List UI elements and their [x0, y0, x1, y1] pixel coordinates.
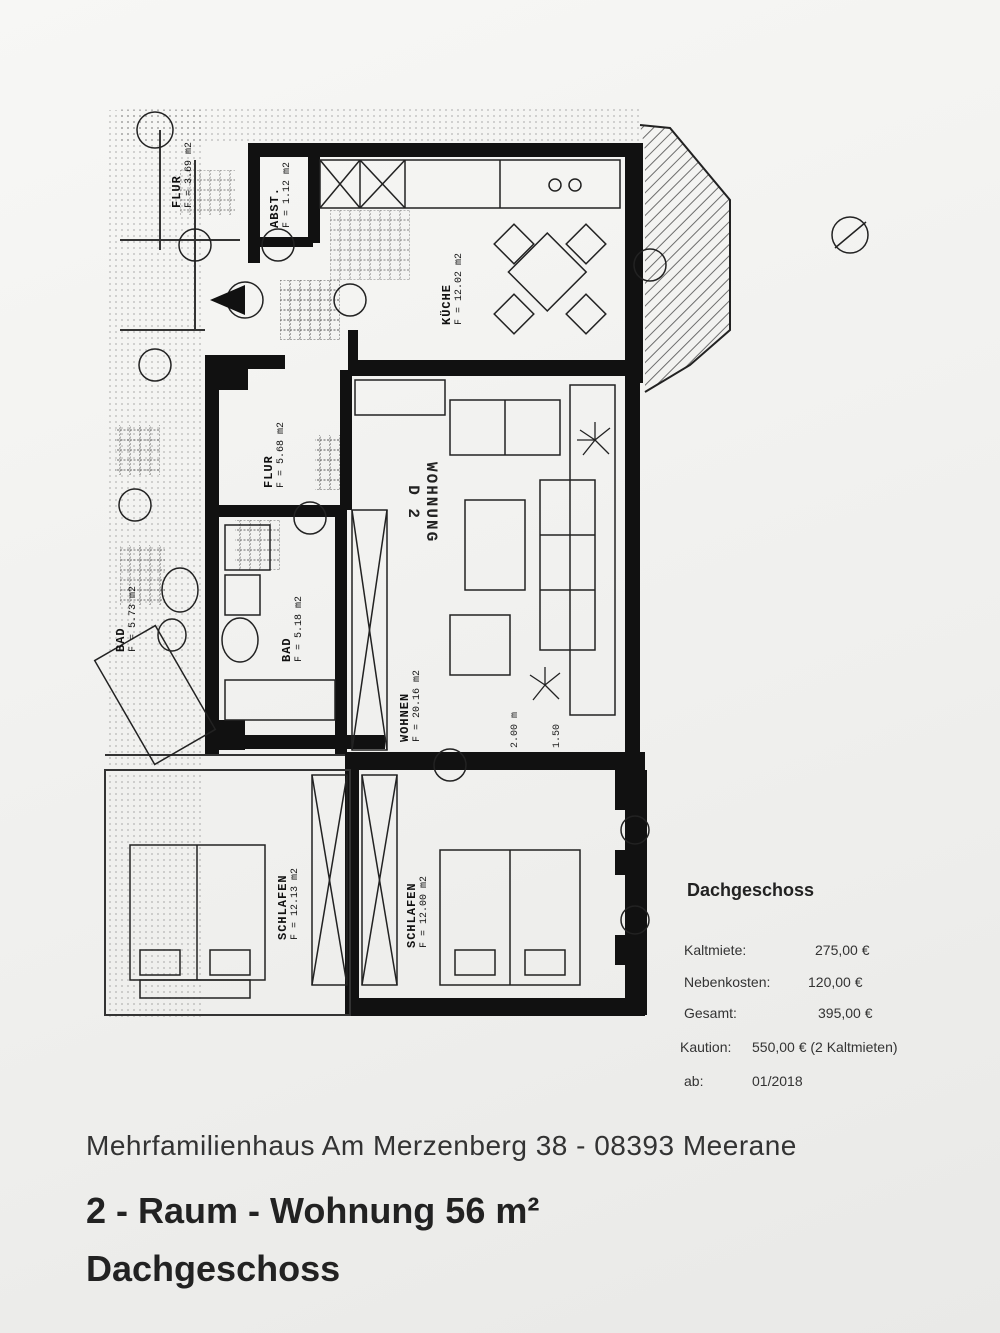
room-area: F = 12.02 m2	[454, 252, 465, 325]
pricing-value: 275,00 €	[815, 942, 870, 958]
room-label-bad	[280, 596, 305, 662]
unit-label-line1: WOHNUNG	[422, 462, 440, 544]
pricing-label: Nebenkosten:	[684, 974, 771, 990]
pricing-value: 120,00 €	[808, 974, 863, 990]
apartment-title: 2 - Raum - Wohnung 56 m²	[86, 1190, 540, 1231]
room-name: ABST.	[268, 186, 282, 228]
dimension-label: 1.50	[552, 723, 563, 748]
room-label-bad-left	[114, 586, 139, 652]
room-area: F = 5.18 m2	[294, 595, 305, 662]
pricing-heading: Dachgeschoss	[687, 880, 815, 900]
room-label-schlafen-left	[276, 868, 301, 940]
pricing-value: 395,00 €	[818, 1005, 873, 1021]
room-name: KÜCHE	[440, 283, 454, 325]
dimension-label: 2.00 m	[510, 711, 521, 748]
pricing-label: Kaltmiete:	[684, 942, 747, 958]
floor-title: Dachgeschoss	[86, 1248, 341, 1289]
room-name: BAD	[280, 637, 294, 662]
room-name: BAD	[114, 627, 128, 652]
room-name: FLUR	[170, 175, 184, 208]
room-label-flur	[262, 422, 287, 488]
room-area: F = 5.73 m2	[128, 585, 139, 652]
pricing-label: ab:	[684, 1073, 704, 1089]
room-name: FLUR	[262, 455, 276, 488]
room-label-wohnen	[398, 670, 423, 742]
room-area: F = 12.13 m2	[290, 867, 301, 940]
room-name: WOHNEN	[398, 692, 412, 742]
room-label-abst	[268, 162, 293, 228]
room-label-kueche	[440, 253, 465, 325]
room-name: SCHLAFEN	[405, 882, 419, 948]
room-area: F = 12.00 m2	[419, 875, 430, 948]
pricing-value: 550,00 € (2 Kaltmieten)	[752, 1039, 898, 1055]
room-name: SCHLAFEN	[276, 874, 290, 940]
room-area: F = 20.16 m2	[412, 669, 423, 742]
pricing-value: 01/2018	[752, 1073, 803, 1089]
room-area: F = 3.69 m2	[184, 141, 195, 208]
pricing-label: Gesamt:	[684, 1005, 737, 1021]
room-label-flur-top	[170, 142, 195, 208]
room-area: F = 5.68 m2	[276, 421, 287, 488]
pricing-label: Kaution:	[680, 1039, 732, 1055]
room-label-schlafen-right	[405, 876, 430, 948]
unit-label-line2: D 2	[404, 485, 422, 521]
address-line: Mehrfamilienhaus Am Merzenberg 38 - 08393 Meerane	[86, 1130, 797, 1161]
room-area: F = 1.12 m2	[282, 161, 293, 228]
unit-label	[404, 462, 440, 543]
